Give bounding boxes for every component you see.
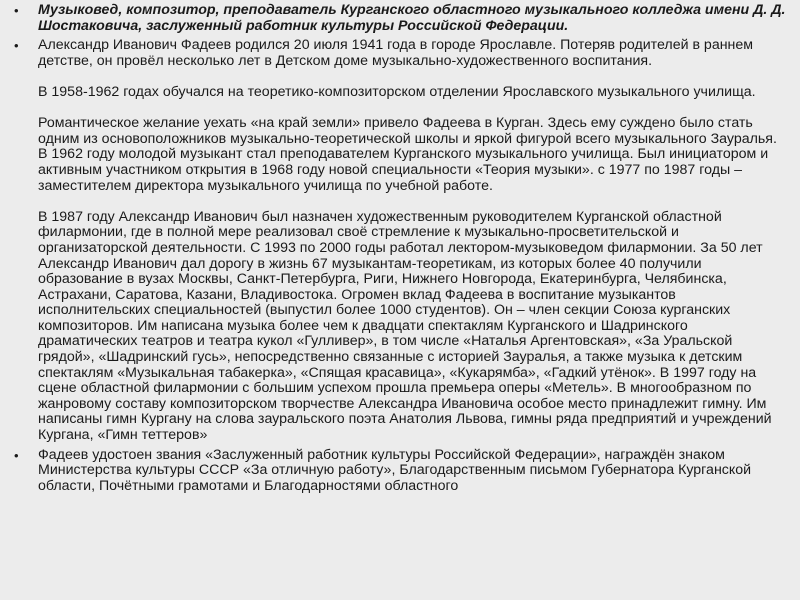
heading-text: Музыковед, композитор, преподаватель Курганского областного музыкального колледжа имени Д. Д. Шостаковича, заслуженный работник культуры Российской Федерации. — [38, 2, 786, 34]
bullet-list — [10, 3, 786, 494]
bullet-item-heading — [10, 3, 786, 34]
paragraph-education: В 1958-1962 годах обучался на теоретико-композиторском отделении Ярославского музыкального училища. — [38, 83, 756, 100]
bullet-dot-icon: • — [14, 38, 19, 54]
paragraph-awards: Фадеев удостоен звания «Заслуженный работник культуры Российской Федерации», награждён знаком Министерства культуры СССР «За отличную работу», Благодарственным письмом Губернатора Курганской области, Почётными грамотами и Благодарностями областного — [38, 446, 752, 494]
bullet-item-biography — [10, 38, 786, 443]
bullet-dot-icon: • — [14, 447, 19, 463]
bullet-item-awards — [10, 448, 786, 495]
paragraph-birth: Александр Иванович Фадеев родился 20 июля 1941 года в городе Ярославле. Потеряв родителей в раннем детстве, он провёл несколько лет в Детском доме музыкально-художественного воспитания. — [38, 37, 754, 69]
paragraph-kurgan: Романтическое желание уехать «на край земли» привело Фадеева в Курган. Здесь ему суждено было стать одним из основоположников музыкально-теоретической школы и яркой фигурой всего музыкального Зауралья. В 1962 году молодой музыкант стал преподавателем Курганского музыкального училища. Был инициатором и активным участником открытия в 1968 году новой специальности «Теория музыки». с 1977 по 1987 годы – заместителем директора музыкального училища по учебной работе. — [38, 115, 777, 194]
paragraph-philharmonic: В 1987 году Александр Иванович был назначен художественным руководителем Курганской областной филармонии, где в полной мере реализовал своё стремление к музыкально-просветительской и организаторской деятельности. С 1993 по 2000 годы работал лектором-музыковедом филармонии. За 50 лет Александр Иванович дал дорогу в жизнь 67 музыкантам-теоретикам, из которых более 40 получили образование в вузах Москвы, Санкт-Петербурга, Риги, Нижнего Новгорода, Екатеринбурга, Челябинска, Астрахани, Саратова, Казани, Владивостока. Огромен вклад Фадеева в воспитание музыкантов исполнительских специальностей (выпустил более 1000 студентов). Он – член секции Союза курганских композиторов. Им написана музыка более чем к двадцати спектаклям Курганского и Шадринского драматических театров и театра кукол «Гулливер», в том числе «Наталья Аргентовская», «За Уральской грядой», «Шадринский гусь», непосредственно связанные с историей Зауралья, а также музыка к детским спектаклям «Музыкальная табакерка», «Спящая красавица», «Кукарямба», «Гадкий утёнок». В 1997 году на сцене областной филармонии с большим успехом прошла премьера оперы «Метель». В многообразном по жанровому составу композиторском творчестве Александра Ивановича особое место принадлежит гимну. Им написаны гимн Кургану на слова зауральского поэта Анатолия Львова, гимны ряда предприятий и учреждений Кургана, «Гимн теттеров» — [38, 208, 772, 444]
bullet-dot-icon: • — [14, 3, 19, 18]
